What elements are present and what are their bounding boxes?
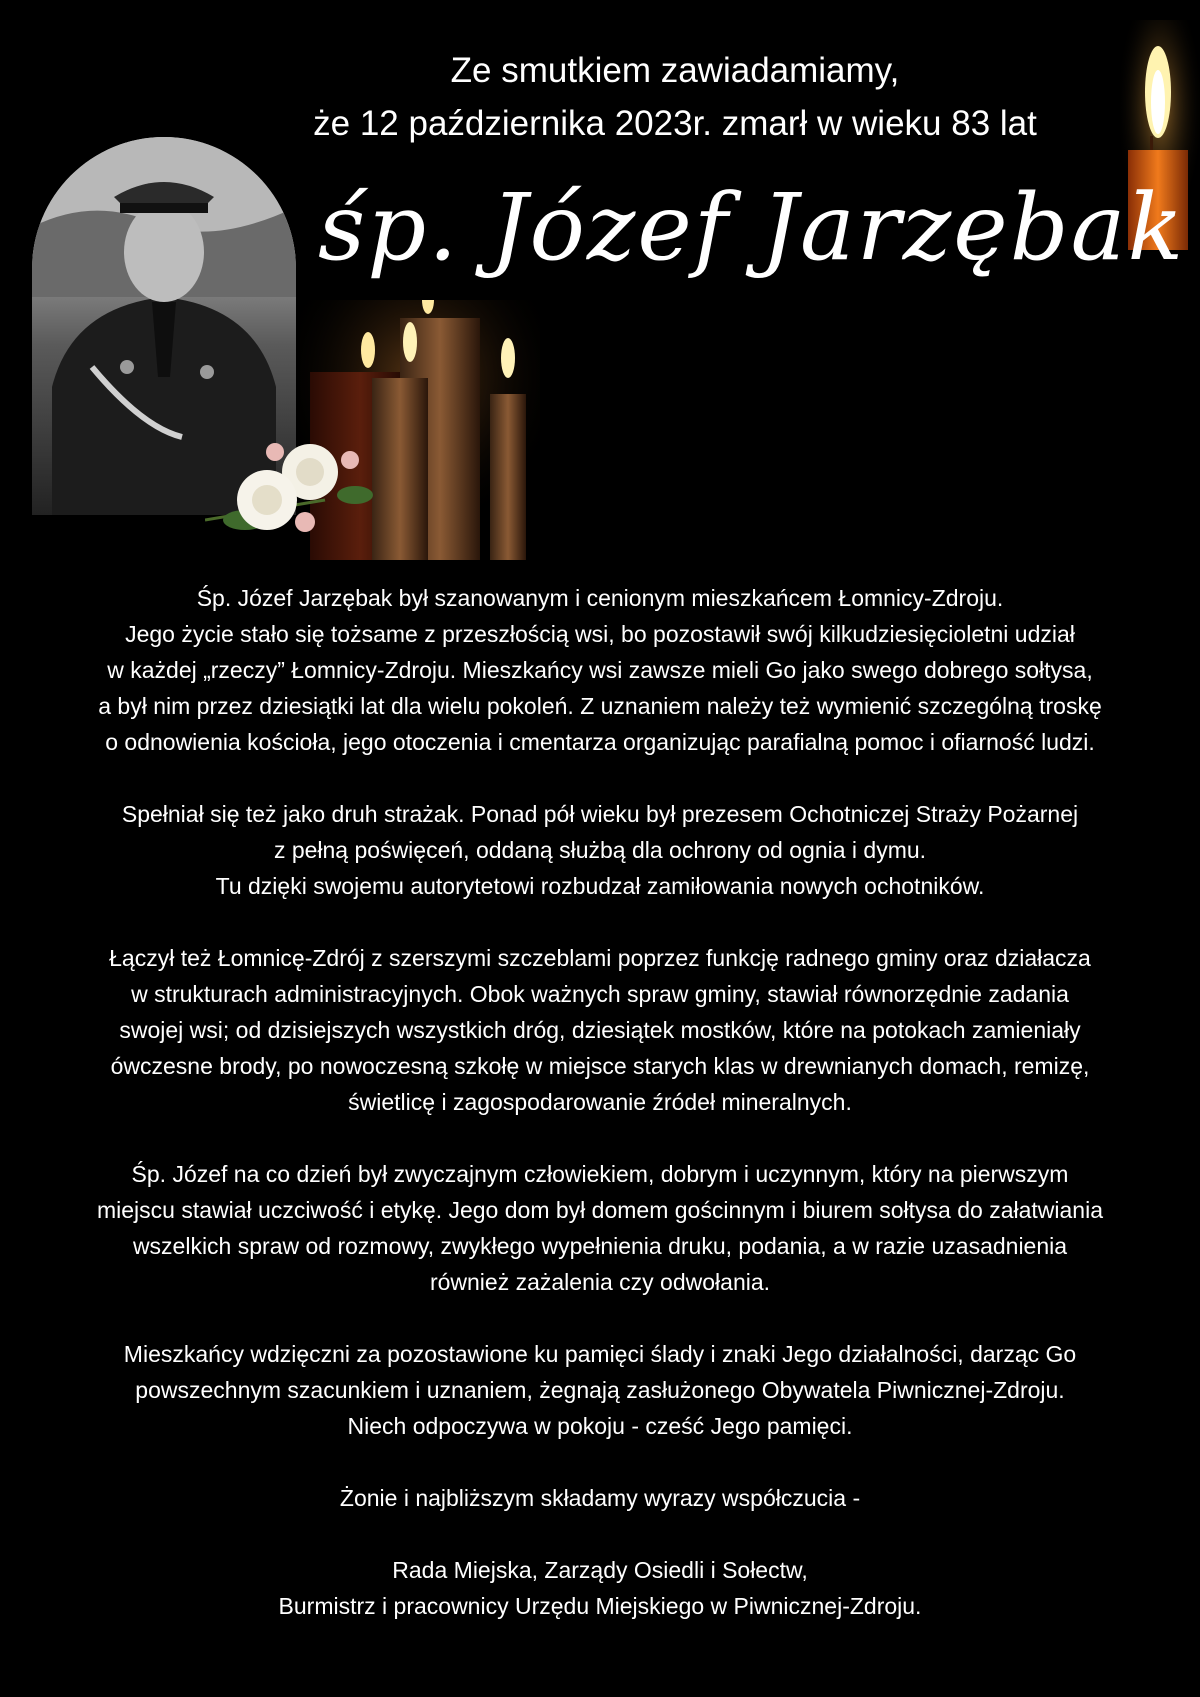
condolences: [12, 1480, 1188, 1516]
text-line: z pełną poświęceń, oddaną służbą dla ochrony od ognia i dymu.: [273, 837, 927, 863]
text-line: Żonie i najbliższym składamy wyrazy współczucia -: [339, 1485, 861, 1511]
text-line: Tu dzięki swojemu autorytetowi rozbudzał zamiłowania nowych ochotników.: [215, 873, 985, 899]
text-line: miejscu stawiał uczciwość i etykę. Jego dom był domem gościnnym i biurem sołtysa do załatwiania: [96, 1197, 1103, 1223]
announcement-line-1: Ze smutkiem zawiadamiamy,: [450, 51, 900, 90]
text-line: o odnowienia kościoła, jego otoczenia i cmentarza organizując parafialną pomoc i ofiarność ludzi.: [105, 729, 1095, 755]
announcement-heading: [240, 44, 1110, 150]
text-line: w strukturach administracyjnych. Obok ważnych spraw gminy, stawiał równorzędnie zadania: [131, 981, 1069, 1007]
paragraph-3: [12, 940, 1188, 1120]
text-line: Śp. Józef na co dzień był zwyczajnym człowiekiem, dobrym i uczynnym, który na pierwszym: [131, 1161, 1069, 1187]
paragraph-2: [12, 796, 1188, 904]
signatories: [12, 1552, 1188, 1624]
text-line: a był nim przez dziesiątki lat dla wielu pokoleń. Z uznaniem należy też wymienić szczególną troskę: [98, 693, 1102, 719]
paragraph-1: [12, 580, 1188, 760]
text-line: w każdej „rzeczy” Łomnicy-Zdroju. Mieszkańcy wsi zawsze mieli Go jako swego dobrego sołtysa,: [107, 657, 1093, 683]
paragraph-4: [12, 1156, 1188, 1300]
text-line: również zażalenia czy odwołania.: [429, 1269, 771, 1295]
deceased-name: śp. Józef Jarzębak: [318, 174, 1186, 281]
obituary-body: [12, 580, 1188, 1624]
text-line: ówczesne brody, po nowoczesną szkołę w miejsce starych klas w drewnianych domach, remizę,: [110, 1053, 1090, 1079]
text-line: Śp. Józef Jarzębak był szanowanym i cenionym mieszkańcem Łomnicy-Zdroju.: [196, 585, 1004, 611]
text-line: Burmistrz i pracownicy Urzędu Miejskiego w Piwnicznej-Zdroju.: [278, 1593, 922, 1619]
text-line: świetlicę i zagospodarowanie źródeł mineralnych.: [348, 1089, 852, 1115]
text-line: Mieszkańcy wdzięczni za pozostawione ku pamięci ślady i znaki Jego działalności, darząc Go: [123, 1341, 1077, 1367]
text-line: Spełniał się też jako druh strażak. Ponad pół wieku był prezesem Ochotniczej Straży Pożarnej: [121, 801, 1079, 827]
paragraph-5: [12, 1336, 1188, 1444]
text-line: Niech odpoczywa w pokoju - cześć Jego pamięci.: [347, 1413, 853, 1439]
text-line: wszelkich spraw od rozmowy, zwykłego wypełnienia druku, podania, a w razie uzasadnienia: [132, 1233, 1068, 1259]
text-line: Łączył też Łomnicę-Zdrój z szerszymi szczeblami poprzez funkcję radnego gminy oraz działacza: [109, 945, 1091, 971]
text-line: Rada Miejska, Zarządy Osiedli i Sołectw,: [392, 1557, 808, 1583]
text-line: powszechnym szacunkiem i uznaniem, żegnają zasłużonego Obywatela Piwnicznej-Zdroju.: [135, 1377, 1065, 1403]
text-line: Jego życie stało się tożsame z przeszłością wsi, bo pozostawił swój kilkudziesięcioletni udział: [125, 621, 1075, 647]
roses-icon: [205, 440, 395, 550]
text-line: swojej wsi; od dzisiejszych wszystkich dróg, dziesiątek mostków, które na potokach zamieniały: [119, 1017, 1081, 1043]
announcement-line-2: że 12 października 2023r. zmarł w wieku 83 lat: [313, 104, 1037, 143]
